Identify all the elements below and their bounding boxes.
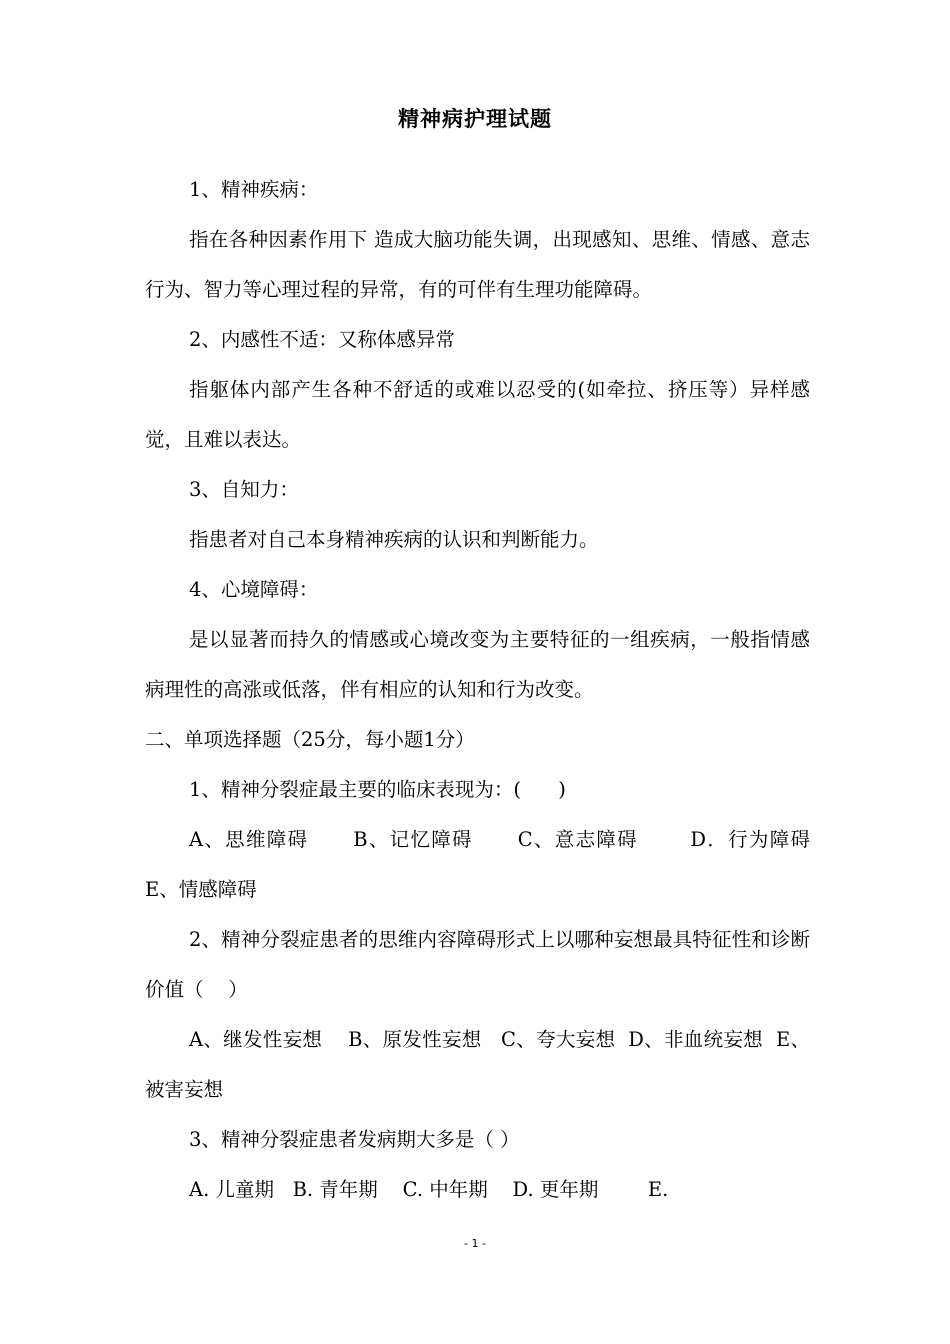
answer-options: A、继发性妄想 B、原发性妄想 C、夸大妄想 D、非血统妄想 E、被害妄想 — [145, 1028, 810, 1101]
paragraph: 4、心境障碍： — [189, 578, 319, 601]
paragraph: 指在各种因素作用下 造成大脑功能失调，出现感知、思维、情感、意志行为、智力等心理过程的异常，有的可伴有生理功能障碍。 — [145, 228, 810, 301]
paragraph: 是以显著而持久的情感或心境改变为主要特征的一组疾病，一般指情感病理性的高涨或低落，伴有相应的认知和行为改变。 — [145, 628, 810, 701]
paragraph: 3、自知力： — [189, 478, 299, 501]
page-number: - 1 - — [464, 1237, 486, 1250]
answer-options: A. 儿童期 B. 青年期 C. 中年期 D. 更年期 E. — [189, 1178, 669, 1201]
paragraph: 2、内感性不适：又称体感异常 — [189, 328, 455, 351]
paragraph: 1、精神疾病： — [189, 178, 319, 201]
document-body — [145, 165, 841, 1215]
question: 1、精神分裂症最主要的临床表现为：( ) — [189, 778, 566, 801]
question: 2、精神分裂症患者的思维内容障碍形式上以哪种妄想最具特征性和诊断价值（ ） — [145, 928, 810, 1001]
question: 3、精神分裂症患者发病期大多是（ ） — [189, 1128, 520, 1151]
paragraph: 指躯体内部产生各种不舒适的或难以忍受的(如牵拉、挤压等）异样感觉，且难以表达。 — [145, 378, 810, 451]
section-heading: 二、单项选择题（25分，每小题1分） — [145, 728, 475, 751]
answer-options: A、思维障碍 B、记忆障碍 C、意志障碍 D．行为障碍 E、情感障碍 — [145, 828, 841, 901]
document-title: 精神病护理试题 — [398, 106, 552, 131]
paragraph: 指患者对自己本身精神疾病的认识和判断能力。 — [189, 528, 599, 551]
